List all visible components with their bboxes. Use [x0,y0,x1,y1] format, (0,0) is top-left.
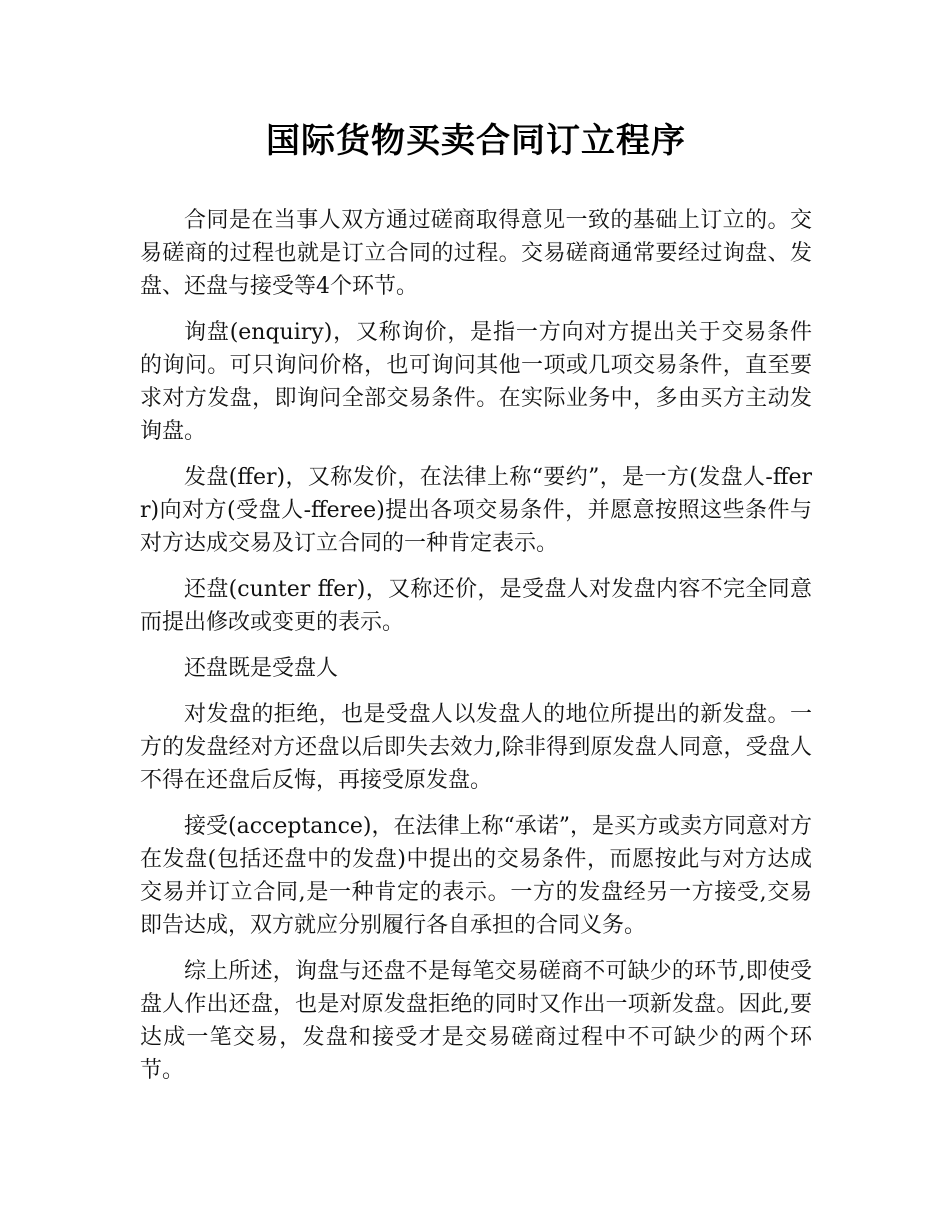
paragraph-summary: 综上所述，询盘与还盘不是每笔交易磋商不可缺少的环节,即使受盘人作出还盘，也是对原发盘拒绝的同时又作出一项新发盘。因此,要达成一笔交易，发盘和接受才是交易磋商过程中不可缺少的两个环节。 [140,959,812,1083]
paragraph-offer: 发盘(ffer)，又称发价，在法律上称“要约”，是一方(发盘人-fferr)向对方(受盘人-fferee)提出各项交易条件，并愿意按照这些条件与对方达成交易及订立合同的一种肯定表示。 [140,465,812,556]
paragraph-counter-offer: 还盘(cunter ffer)，又称还价，是受盘人对发盘内容不完全同意而提出修改或变更的表示。 [140,577,812,635]
paragraph-acceptance: 接受(acceptance)，在法律上称“承诺”，是买方或卖方同意对方在发盘(包括还盘中的发盘)中提出的交易条件，而愿按此与对方达成交易并订立合同,是一种肯定的表示。一方的发盘经另一方接受,交易即告达成，双方就应分别履行各自承担的合同义务。 [140,814,812,938]
document-title: 国际货物买卖合同订立程序 [266,121,686,161]
paragraph-counter-offer-lead: 还盘既是受盘人 [184,656,339,681]
paragraph-counter-offer-detail: 对发盘的拒绝，也是受盘人以发盘人的地位所提出的新发盘。一方的发盘经对方还盘以后即失去效力,除非得到原发盘人同意，受盘人不得在还盘后反悔，再接受原发盘。 [140,702,812,793]
paragraph-intro: 合同是在当事人双方通过磋商取得意见一致的基础上订立的。交易磋商的过程也就是订立合同的过程。交易磋商通常要经过询盘、发盘、还盘与接受等4个环节。 [140,208,812,299]
paragraph-enquiry: 询盘(enquiry)，又称询价，是指一方向对方提出关于交易条件的询问。可只询问价格，也可询问其他一项或几项交易条件，直至要求对方发盘，即询问全部交易条件。在实际业务中，多由买方主动发询盘。 [140,320,812,444]
